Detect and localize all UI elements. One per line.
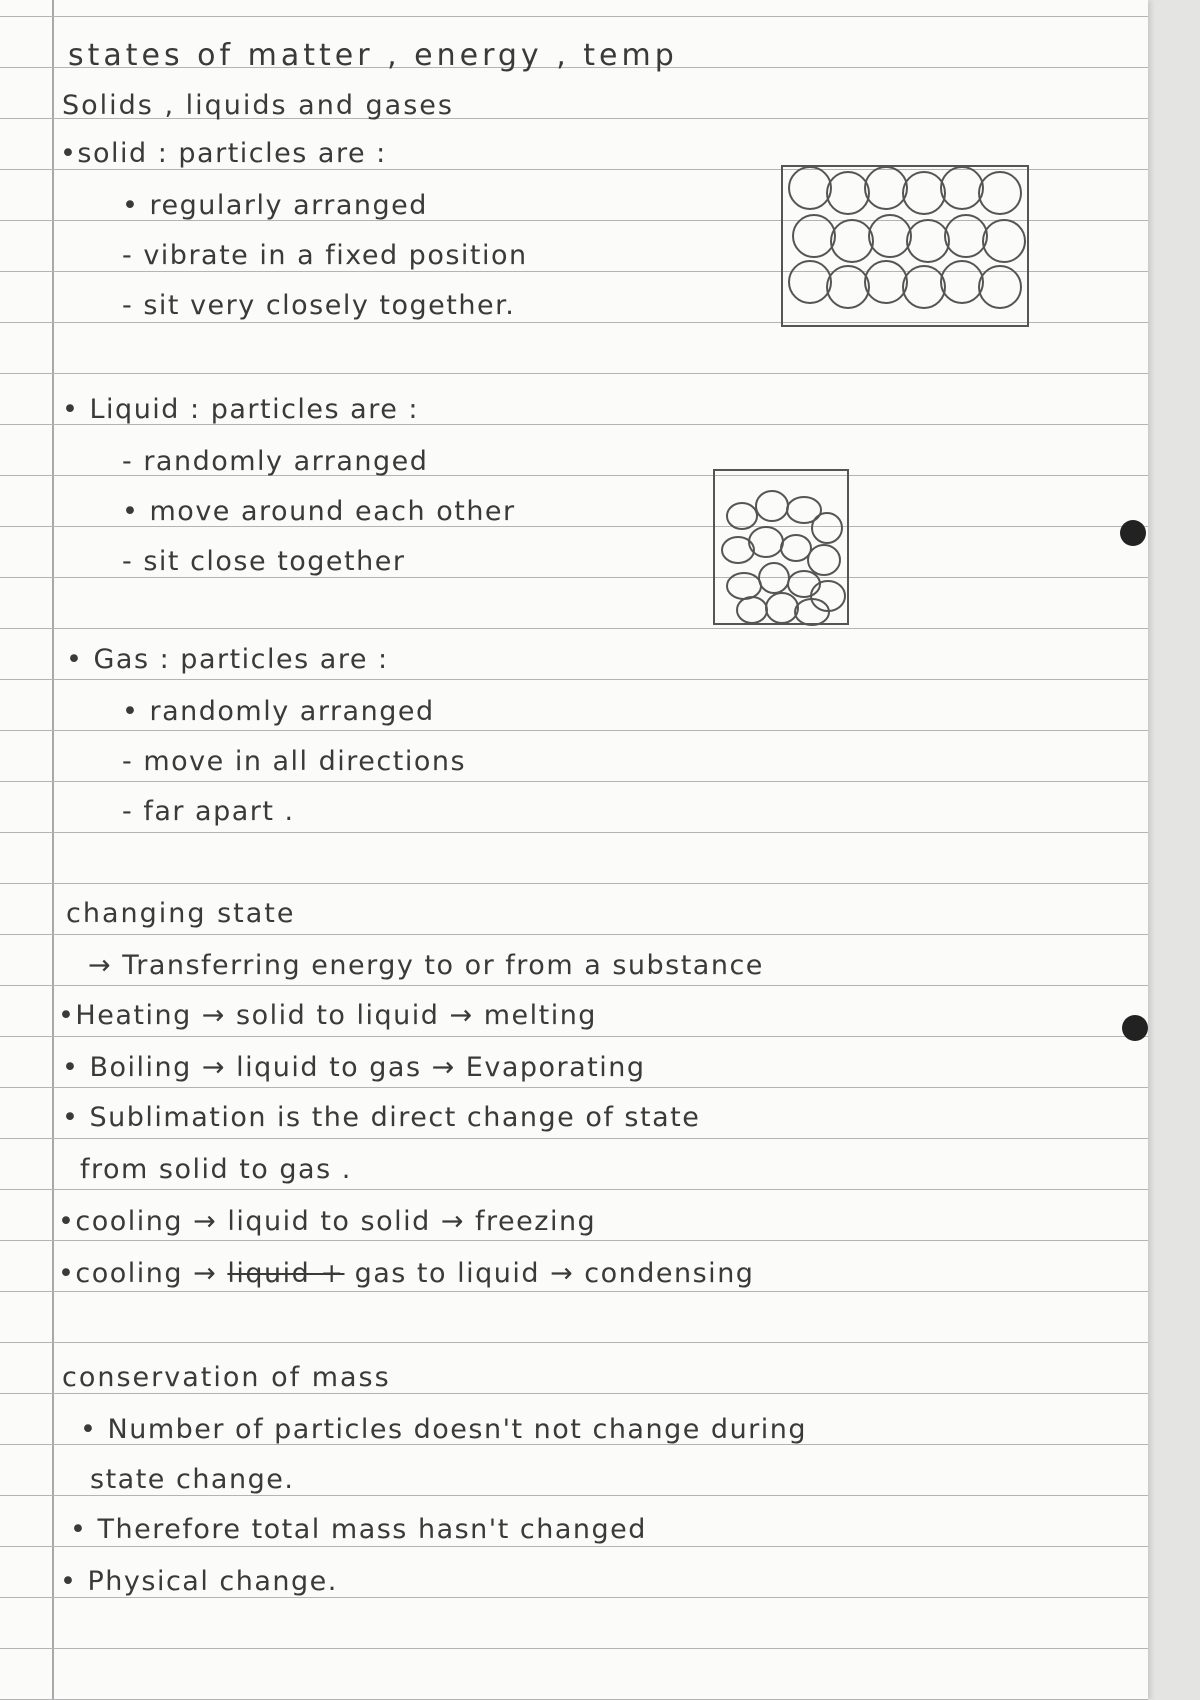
rule-line [0,1393,1148,1394]
solid-particle [983,220,1025,262]
solid-particle [831,220,873,262]
changing-line: • Boiling → liquid to gas → Evaporating [62,1052,646,1083]
changing-line: • Sublimation is the direct change of state [62,1102,701,1133]
page-title: states of matter , energy , temp [68,38,678,73]
cooling-prefix: •cooling → [58,1258,218,1289]
solid-point: • regularly arranged [122,190,428,221]
conservation-line: state change. [90,1464,295,1495]
rule-line [0,577,1148,578]
struck-word: liquid + [227,1258,345,1289]
rule-line [0,1291,1148,1292]
liquid-label: • Liquid : particles are : [62,394,420,425]
solid-particle [941,261,983,303]
section-heading-changing: changing state [66,898,296,929]
solid-particle [789,261,831,303]
liquid-particle [727,573,761,599]
solid-particle [945,215,987,257]
solid-particle [907,220,949,262]
liquid-particle [759,563,789,593]
rule-line [0,373,1148,374]
gas-point: - move in all directions [122,746,467,777]
solid-particle [865,261,907,303]
liquid-point: - sit close together [122,546,406,577]
solid-particle [827,266,869,308]
liquid-particle [737,597,767,623]
liquid-particle [808,545,840,575]
solid-particle [789,167,831,209]
solid-particle [869,215,911,257]
solid-particle [793,215,835,257]
liquid-particles-sketch [712,468,852,628]
solid-particle [865,167,907,209]
liquid-particle [812,513,842,543]
rule-line [0,781,1148,782]
rule-line [0,679,1148,680]
rule-line [0,1495,1148,1496]
rule-line [0,1036,1148,1037]
solid-particles-sketch [780,160,1030,330]
margin-line [52,0,54,1700]
liquid-particle [727,503,757,529]
gas-label: • Gas : particles are : [66,644,389,675]
binder-hole-icon [1120,520,1146,546]
solid-point: - vibrate in a fixed position [122,240,528,271]
rule-line [0,1240,1148,1241]
rule-line [0,1342,1148,1343]
solid-particle [941,167,983,209]
liquid-particle [788,571,820,597]
binder-hole-icon [1122,1015,1148,1041]
solid-label: •solid : particles are : [60,138,387,169]
liquid-point: • move around each other [122,496,516,527]
liquid-particle [766,593,798,623]
changing-line-condensing [58,1258,754,1289]
solid-particle [903,266,945,308]
liquid-point: - randomly arranged [122,446,429,477]
rule-line [0,985,1148,986]
changing-line: •Heating → solid to liquid → melting [58,1000,597,1031]
changing-line: → Transferring energy to or from a substance [88,950,764,981]
liquid-particle [756,491,788,521]
rule-line [0,1087,1148,1088]
solid-particle [979,266,1021,308]
rule-line [0,1648,1148,1649]
rule-line [0,730,1148,731]
section-heading-states: Solids , liquids and gases [62,90,454,121]
solid-particle [827,172,869,214]
solid-point: - sit very closely together. [122,290,516,321]
liquid-particle [749,527,783,557]
solid-particle [979,172,1021,214]
section-heading-conservation: conservation of mass [62,1362,391,1393]
rule-line [0,934,1148,935]
solid-particle [903,172,945,214]
rule-line [0,832,1148,833]
gas-point: • randomly arranged [122,696,435,727]
rule-line [0,1189,1148,1190]
rule-line [0,883,1148,884]
conservation-line: • Physical change. [60,1566,338,1597]
rule-line [0,1138,1148,1139]
rule-line [0,628,1148,629]
condensing-text: gas to liquid → condensing [354,1258,755,1289]
rule-line [0,1597,1148,1598]
rule-line [0,16,1148,17]
rule-line [0,1546,1148,1547]
liquid-particle [781,535,811,561]
conservation-line: • Number of particles doesn't not change during [80,1414,808,1445]
changing-line: from solid to gas . [80,1154,352,1185]
conservation-line: • Therefore total mass hasn't changed [70,1514,647,1545]
changing-line: •cooling → liquid to solid → freezing [58,1206,597,1237]
gas-point: - far apart . [122,796,295,827]
